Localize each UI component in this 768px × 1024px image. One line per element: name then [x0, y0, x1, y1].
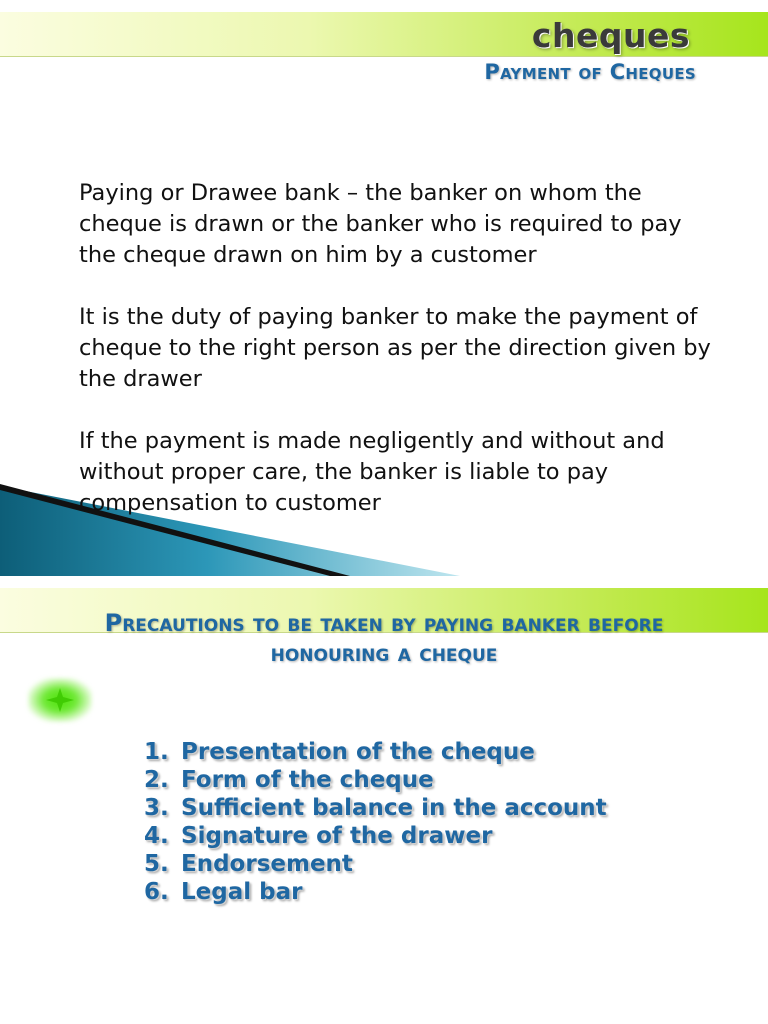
title-line-2: honouring a cheque — [270, 639, 498, 667]
paragraph-drawee-definition: Paying or Drawee bank – the banker on whom the cheque is drawn or the banker who is required to pay the cheque drawn on him by a customer — [79, 180, 682, 268]
list-item: 2. Form of the cheque — [144, 767, 434, 793]
list-item: 6. Legal bar — [144, 879, 303, 905]
list-item: 5. Endorsement — [144, 851, 353, 877]
paragraph-liability: If the payment is made negligently and without and without proper care, the banker is liable to pay compensation to customer — [79, 428, 665, 516]
slide-title: cheques — [531, 16, 690, 55]
body-text — [79, 178, 719, 550]
slide-title — [20, 608, 748, 668]
list-item: 1. Presentation of the cheque — [144, 739, 535, 765]
title-line-1: Precautions to be taken by paying banker before — [104, 609, 664, 637]
list-item: 3. Sufficient balance in the account — [144, 795, 607, 821]
slide-subtitle: Payment of Cheques — [484, 60, 696, 84]
precautions-list — [144, 738, 607, 906]
list-item: 4. Signature of the drawer — [144, 823, 493, 849]
green-star-icon — [46, 688, 74, 712]
paragraph-duty: It is the duty of paying banker to make the payment of cheque to the right person as per the direction given by the drawer — [79, 304, 711, 392]
slide-precautions — [0, 588, 768, 1024]
